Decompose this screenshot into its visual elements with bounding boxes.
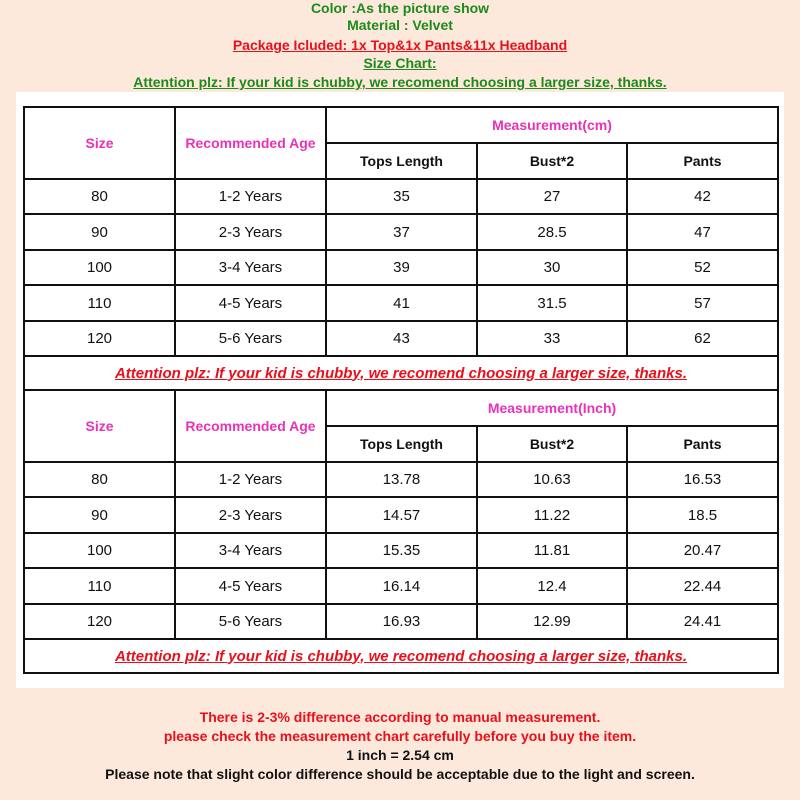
age-cell: 1-2 Years <box>175 462 326 497</box>
tops-cell: 15.35 <box>326 533 477 568</box>
table-row <box>24 462 778 497</box>
size-cell: 90 <box>24 214 175 250</box>
size-cell: 90 <box>24 497 175 533</box>
size-header: Size <box>24 390 175 462</box>
age-cell: 1-2 Years <box>175 179 326 214</box>
size-cell: 100 <box>24 533 175 568</box>
tops-cell: 35 <box>326 179 477 214</box>
pants-cell: 42 <box>627 179 778 214</box>
tops-length-header: Tops Length <box>326 143 477 179</box>
age-cell: 3-4 Years <box>175 533 326 568</box>
pants-cell: 24.41 <box>627 604 778 639</box>
measurement-header: Measurement(cm) <box>326 107 778 143</box>
footer-difference-note: There is 2-3% difference according to manual measurement. <box>199 709 601 725</box>
pants-cell: 18.5 <box>627 497 778 533</box>
color-line: Color :As the picture show <box>310 0 490 16</box>
size-header: Size <box>24 107 175 179</box>
pants-cell: 47 <box>627 214 778 250</box>
size-cell: 120 <box>24 321 175 356</box>
table-row <box>24 250 778 285</box>
age-header: Recommended Age <box>175 107 326 179</box>
size-cell: 120 <box>24 604 175 639</box>
pants-cell: 22.44 <box>627 568 778 604</box>
size-table-cm <box>23 106 779 391</box>
material-line: Material : Velvet <box>347 17 453 33</box>
age-cell: 2-3 Years <box>175 497 326 533</box>
table-row <box>24 568 778 604</box>
bust-cell: 28.5 <box>477 214 627 250</box>
tops-cell: 14.57 <box>326 497 477 533</box>
measurement-header: Measurement(Inch) <box>326 390 778 426</box>
bust-cell: 10.63 <box>477 462 627 497</box>
size-cell: 100 <box>24 250 175 285</box>
table-row <box>24 497 778 533</box>
tops-cell: 39 <box>326 250 477 285</box>
pants-header: Pants <box>627 143 778 179</box>
age-cell: 4-5 Years <box>175 285 326 321</box>
pants-cell: 20.47 <box>627 533 778 568</box>
bust-cell: 12.4 <box>477 568 627 604</box>
age-cell: 3-4 Years <box>175 250 326 285</box>
size-chart-label: Size Chart: <box>363 55 437 71</box>
bust-cell: 11.22 <box>477 497 627 533</box>
size-cell: 80 <box>24 462 175 497</box>
pants-cell: 57 <box>627 285 778 321</box>
age-header: Recommended Age <box>175 390 326 462</box>
table-row <box>24 285 778 321</box>
footer-color-note: Please note that slight color difference should be acceptable due to the light and screen. <box>105 766 695 782</box>
tops-cell: 41 <box>326 285 477 321</box>
attention-line: Attention plz: If your kid is chubby, we recomend choosing a larger size, thanks. <box>133 74 667 90</box>
attention-note: Attention plz: If your kid is chubby, we recomend choosing a larger size, thanks. <box>24 356 778 390</box>
bust-cell: 33 <box>477 321 627 356</box>
age-cell: 4-5 Years <box>175 568 326 604</box>
bust-cell: 12.99 <box>477 604 627 639</box>
tops-cell: 16.14 <box>326 568 477 604</box>
attention-note: Attention plz: If your kid is chubby, we recomend choosing a larger size, thanks. <box>24 639 778 673</box>
footer-check-note: please check the measurement chart carefully before you buy the item. <box>163 728 637 744</box>
size-cell: 80 <box>24 179 175 214</box>
pants-cell: 52 <box>627 250 778 285</box>
table-row <box>24 179 778 214</box>
pants-cell: 62 <box>627 321 778 356</box>
bust-cell: 11.81 <box>477 533 627 568</box>
bust-cell: 27 <box>477 179 627 214</box>
age-cell: 5-6 Years <box>175 604 326 639</box>
age-cell: 5-6 Years <box>175 321 326 356</box>
bust-cell: 30 <box>477 250 627 285</box>
tops-cell: 43 <box>326 321 477 356</box>
pants-cell: 16.53 <box>627 462 778 497</box>
table-row <box>24 321 778 356</box>
age-cell: 2-3 Years <box>175 214 326 250</box>
table-row <box>24 604 778 639</box>
tops-cell: 16.93 <box>326 604 477 639</box>
footer-inch-conversion: 1 inch = 2.54 cm <box>346 747 454 763</box>
package-line: Package Icluded: 1x Top&1x Pants&11x Headband <box>232 37 568 53</box>
tops-length-header: Tops Length <box>326 426 477 462</box>
size-cell: 110 <box>24 568 175 604</box>
bust-header: Bust*2 <box>477 426 627 462</box>
size-table-inch <box>23 389 779 674</box>
bust-header: Bust*2 <box>477 143 627 179</box>
size-cell: 110 <box>24 285 175 321</box>
pants-header: Pants <box>627 426 778 462</box>
tops-cell: 37 <box>326 214 477 250</box>
table-row <box>24 533 778 568</box>
tops-cell: 13.78 <box>326 462 477 497</box>
bust-cell: 31.5 <box>477 285 627 321</box>
table-row <box>24 214 778 250</box>
